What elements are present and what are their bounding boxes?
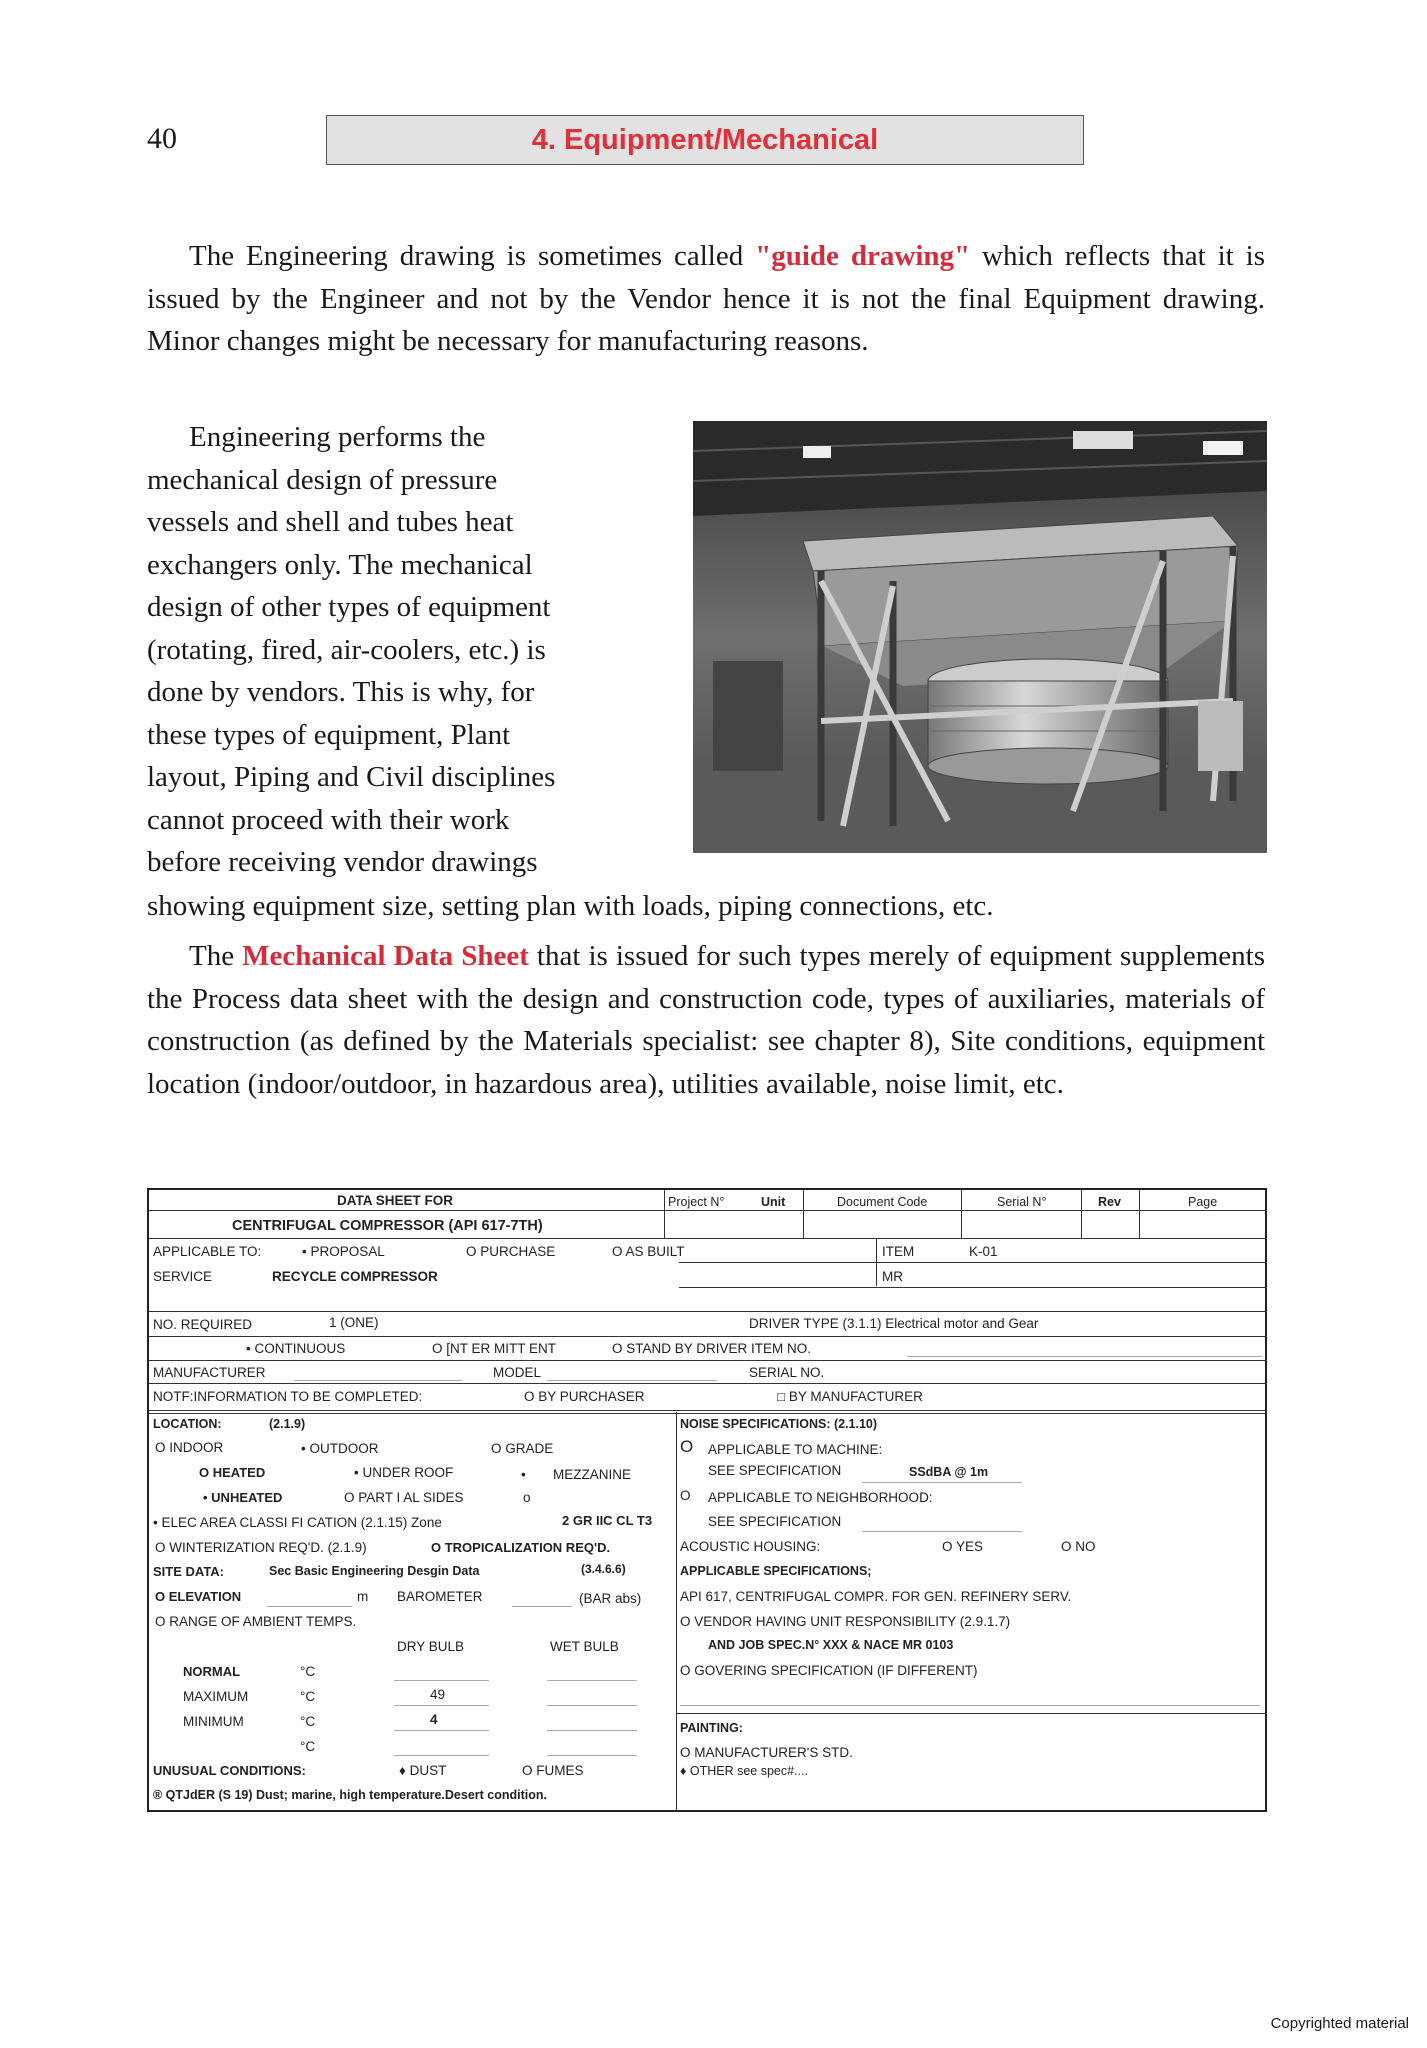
option-unheated: • UNHEATED <box>203 1490 283 1505</box>
manufacturer-label: MANUFACTURER <box>153 1365 266 1380</box>
highlight-mechanical-data-sheet: Mechanical Data Sheet <box>242 940 529 972</box>
barometer-unit: (BAR abs) <box>579 1591 642 1606</box>
applicable-specs-label: APPLICABLE SPECIFICATIONS; <box>680 1564 872 1578</box>
location-ref: (2.1.9) <box>269 1417 306 1431</box>
note-info: NOTF:INFORMATION TO BE COMPLETED: <box>153 1389 423 1404</box>
equipment-photo <box>693 421 1267 853</box>
site-data-label: SITE DATA: <box>153 1564 225 1579</box>
option-as-built: O AS BUILT <box>612 1244 685 1259</box>
option-under-roof: • UNDER ROOF <box>354 1465 454 1480</box>
serial-no-label: SERIAL NO. <box>749 1365 825 1380</box>
mr-label: MR <box>882 1269 903 1284</box>
minimum-label: MINIMUM <box>183 1714 244 1729</box>
elec-area-value: 2 GR IIC CL T3 <box>562 1513 653 1528</box>
header-rev: Rev <box>1098 1195 1121 1209</box>
maximum-unit: °C <box>300 1689 316 1704</box>
chapter-title: 4. Equipment/Mechanical <box>531 123 879 156</box>
option-purchase: O PURCHASE <box>466 1244 556 1259</box>
no-required-value: 1 (ONE) <box>329 1315 379 1330</box>
governing-spec: O GOVERING SPECIFICATION (IF DIFFERENT) <box>680 1663 978 1678</box>
item-value: K-01 <box>969 1244 998 1259</box>
normal-label: NORMAL <box>183 1664 241 1679</box>
page-number: 40 <box>147 122 177 155</box>
acoustic-housing-label: ACOUSTIC HOUSING: <box>680 1539 821 1554</box>
option-indoor: O INDOOR <box>155 1440 224 1455</box>
applicable-neighborhood: APPLICABLE TO NEIGHBORHOOD: <box>708 1490 933 1505</box>
header-serial: Serial N° <box>997 1195 1047 1209</box>
service-label: SERVICE <box>153 1269 213 1284</box>
see-spec-neighborhood: SEE SPECIFICATION <box>708 1514 842 1529</box>
paragraph-mechanical-data-sheet <box>147 935 1265 1105</box>
job-spec: AND JOB SPEC.N° XXX & NACE MR 0103 <box>708 1638 954 1652</box>
option-tropicalization: O TROPICALIZATION REQ'D. <box>431 1540 611 1555</box>
option-dust: ♦ DUST <box>399 1763 447 1778</box>
option-winterization: O WINTERIZATION REQ'D. (2.1.9) <box>155 1540 367 1555</box>
see-spec-machine: SEE SPECIFICATION <box>708 1463 842 1478</box>
text-run: The Engineering drawing is sometimes called <box>189 240 756 272</box>
text-run: that is issued for such types merely of equipment supplements the Process data sheet with the design and construction code, types of auxiliaries, materials of construction (as defined by the Materials specialist: see chapter 8), Site conditions, equipment location (indoor/outdoor, in hazardous area), utilities available, noise limit, etc. <box>147 940 1265 1100</box>
option-proposal: • PROPOSAL <box>302 1244 385 1259</box>
location-label: LOCATION: <box>153 1417 222 1431</box>
option-by-manufacturer: □ BY MANUFACTURER <box>777 1389 923 1404</box>
data-sheet-form <box>147 1188 1267 1812</box>
option-continuous: • CONTINUOUS <box>246 1341 346 1356</box>
option-heated: O HEATED <box>199 1465 266 1480</box>
option-by-purchaser: O BY PURCHASER <box>524 1389 645 1404</box>
minimum-unit: °C <box>300 1714 316 1729</box>
option-standby: O STAND BY DRIVER ITEM NO. <box>612 1341 812 1356</box>
extra-unit: °C <box>300 1739 316 1754</box>
barometer-label: BAROMETER <box>397 1589 483 1604</box>
applicable-to-label: APPLICABLE TO: <box>153 1244 262 1259</box>
noise-machine-value: SSdBA @ 1m <box>909 1465 989 1479</box>
sheet-subtitle: CENTRIFUGAL COMPRESSOR (API 617-7TH) <box>232 1218 543 1234</box>
service-value: RECYCLE COMPRESSOR <box>272 1269 438 1284</box>
maximum-label: MAXIMUM <box>183 1689 249 1704</box>
range-ambient-label: O RANGE OF AMBIENT TEMPS. <box>155 1614 357 1629</box>
chapter-header <box>326 115 1084 165</box>
no-required-label: NO. REQUIRED <box>153 1317 253 1332</box>
paragraph-guide-drawing <box>147 235 1265 363</box>
option-mezzanine: MEZZANINE <box>553 1467 632 1482</box>
mezzanine-bullet: • <box>521 1467 526 1482</box>
option-grade: O GRADE <box>491 1441 554 1456</box>
driver-type: DRIVER TYPE (3.1.1) Electrical motor and Gear <box>749 1316 1039 1331</box>
elec-area-label: • ELEC AREA CLASSI FI CATION (2.1.15) Zone <box>153 1515 442 1530</box>
dry-bulb-header: DRY BULB <box>397 1639 465 1654</box>
text-run: which reflects that it is issued by the Engineer and not by the Vendor hence it is not the final Equipment drawing. Minor changes might be necessary for manufacturing reasons. <box>147 240 1265 357</box>
minimum-dry-bulb: 4 <box>430 1712 438 1727</box>
maximum-dry-bulb: 49 <box>430 1687 446 1702</box>
item-label: ITEM <box>882 1244 915 1259</box>
elevation-unit: m <box>357 1589 369 1604</box>
vendor-responsibility: O VENDOR HAVING UNIT RESPONSIBILITY (2.9.1.7) <box>680 1614 1011 1629</box>
sheet-title: DATA SHEET FOR <box>337 1193 453 1208</box>
option-intermittent: O [NT ER MITT ENT <box>432 1341 557 1356</box>
header-unit: Unit <box>761 1195 786 1209</box>
option-yes: O YES <box>942 1539 984 1554</box>
other-conditions: ® QTJdER (S 19) Dust; marine, high temperature.Desert condition. <box>153 1788 547 1802</box>
option-other-spec: ♦ OTHER see spec#.... <box>680 1764 808 1778</box>
noise-machine-marker: O <box>680 1437 694 1456</box>
header-document-code: Document Code <box>837 1195 928 1209</box>
site-data-ref: (3.4.6.6) <box>581 1562 626 1576</box>
option-partial-sides: O PART I AL SIDES <box>344 1490 464 1505</box>
noise-spec-label: NOISE SPECIFICATIONS: (2.1.10) <box>680 1417 878 1431</box>
noise-neighborhood-marker: O <box>680 1488 691 1503</box>
header-page: Page <box>1188 1195 1218 1209</box>
option-manufacturer-std: O MANUFACTURER'S STD. <box>680 1745 853 1760</box>
site-data-value: Sec Basic Engineering Desgin Data <box>269 1564 480 1578</box>
header-project: Project N° <box>668 1195 725 1209</box>
paragraph-mechanical-design: Engineering performs the mechanical design of pressure vessels and shell and tubes heat exchangers only. The mechanical design of other types of equipment (rotating, fired, air-coolers, etc.) is done by vendors. This is why, for these types of equipment, Plant layout, Piping and Civil disciplines cannot proceed with their work before receiving vendor drawings <box>147 421 556 878</box>
model-label: MODEL <box>493 1365 542 1380</box>
option-o-marker: o <box>523 1490 531 1505</box>
copyright-notice: Copyrighted material <box>1270 2015 1409 2032</box>
option-fumes: O FUMES <box>522 1763 584 1778</box>
option-outdoor: • OUTDOOR <box>301 1441 379 1456</box>
painting-label: PAINTING: <box>680 1721 743 1735</box>
paragraph-mechanical-design-tail: showing equipment size, setting plan with loads, piping connections, etc. <box>147 890 994 922</box>
text-run: The <box>189 940 243 972</box>
option-no: O NO <box>1061 1539 1096 1554</box>
normal-unit: °C <box>300 1664 316 1679</box>
applicable-machine: APPLICABLE TO MACHINE: <box>708 1442 883 1457</box>
unusual-conditions-label: UNUSUAL CONDITIONS: <box>153 1763 306 1778</box>
wet-bulb-header: WET BULB <box>550 1639 619 1654</box>
highlight-guide-drawing: "guide drawing" <box>755 240 971 272</box>
option-elevation: O ELEVATION <box>155 1589 242 1604</box>
api-line: API 617, CENTRIFUGAL COMPR. FOR GEN. REFINERY SERV. <box>680 1589 1072 1604</box>
